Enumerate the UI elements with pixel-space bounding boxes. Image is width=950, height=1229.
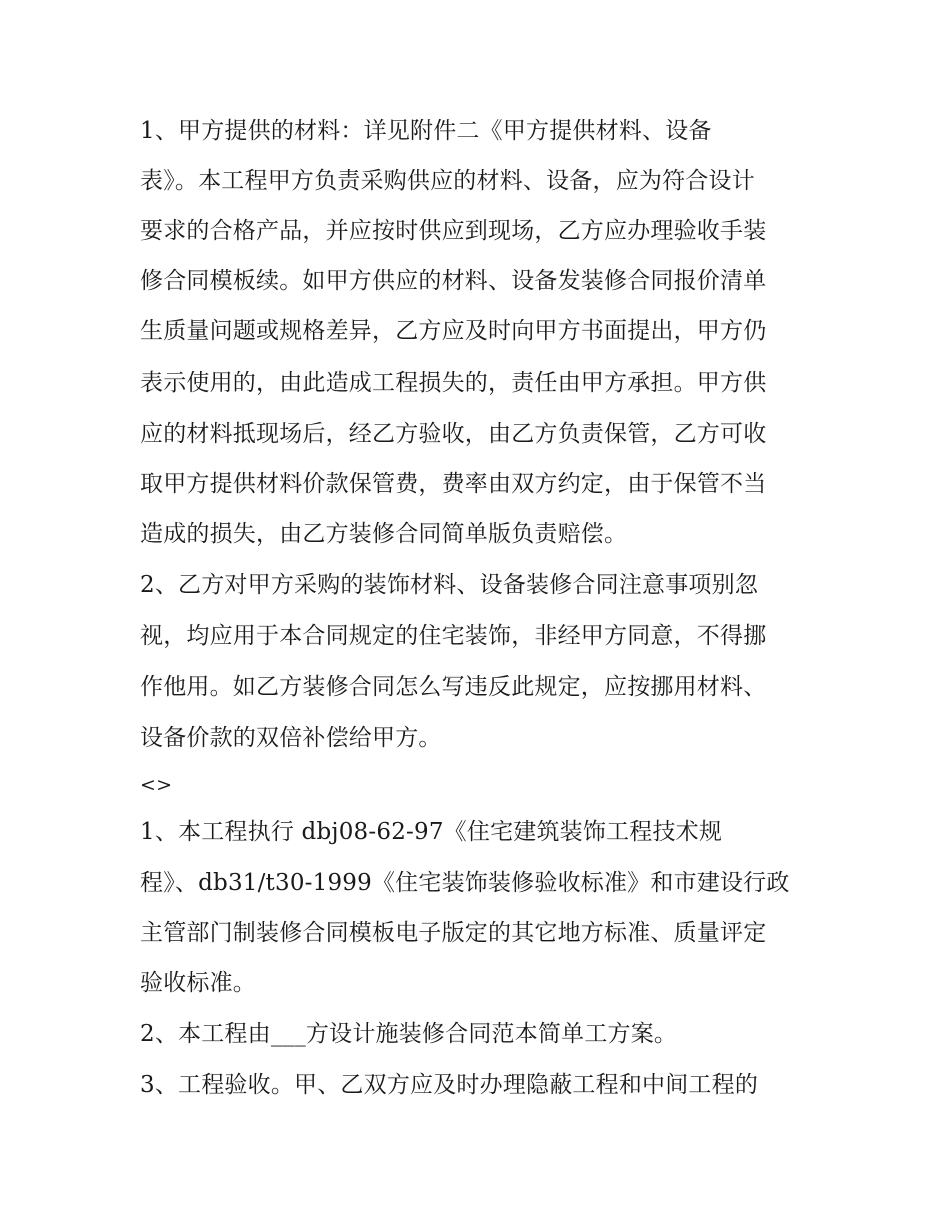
text-line: 视，均应用于本合同规定的住宅装饰，非经甲方同意，不得挪 bbox=[140, 623, 767, 649]
text-line: 程》、db31/t30-1999《住宅装饰装修验收标准》和市建设行政 bbox=[140, 870, 790, 896]
text-line: 设备价款的双倍补偿给甲方。 bbox=[140, 725, 442, 751]
text-line: <> bbox=[140, 774, 173, 796]
text-line: 2、乙方对甲方采购的装饰材料、设备装修合同注意事项别忽 bbox=[140, 572, 759, 598]
text-line: 修合同模板续。如甲方供应的材料、设备发装修合同报价清单 bbox=[140, 268, 767, 294]
text-line: 取甲方提供材料价款保管费，费率由双方约定，由于保管不当 bbox=[140, 471, 767, 497]
text-line: 1、甲方提供的材料：详见附件二《甲方提供材料、设备 bbox=[140, 118, 712, 144]
text-line: 要求的合格产品，并应按时供应到现场，乙方应办理验收手装 bbox=[140, 218, 767, 244]
text-line: 表示使用的，由此造成工程损失的，责任由甲方承担。甲方供 bbox=[140, 370, 767, 396]
text-line: 2、本工程由___方设计施装修合同范本简单工方案。 bbox=[140, 1021, 678, 1047]
text-line: 主管部门制装修合同模板电子版定的其它地方标准、质量评定 bbox=[140, 920, 767, 946]
text-line: 生质量问题或规格差异，乙方应及时向甲方书面提出，甲方仍 bbox=[140, 318, 767, 344]
text-line: 验收标准。 bbox=[140, 970, 256, 996]
text-line: 表》。本工程甲方负责采购供应的材料、设备，应为符合设计 bbox=[140, 168, 755, 194]
text-line: 3、工程验收。甲、乙双方应及时办理隐蔽工程和中间工程的 bbox=[140, 1072, 759, 1098]
text-line: 作他用。如乙方装修合同怎么写违反此规定，应按挪用材料、 bbox=[140, 674, 767, 700]
text-line: 造成的损失，由乙方装修合同简单版负责赔偿。 bbox=[140, 521, 628, 547]
text-line: 1、本工程执行 dbj08-62-97《住宅建筑装饰工程技术规 bbox=[140, 819, 723, 845]
text-line: 应的材料抵现场后，经乙方验收，由乙方负责保管，乙方可收 bbox=[140, 421, 767, 447]
